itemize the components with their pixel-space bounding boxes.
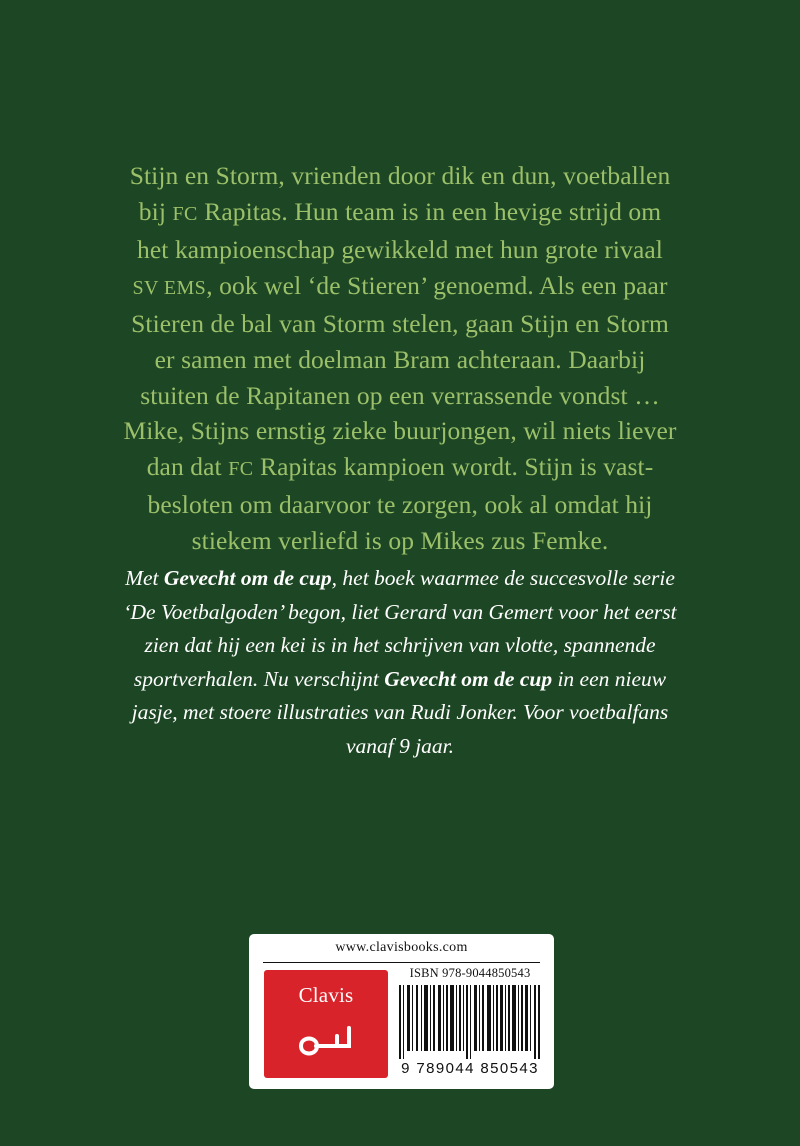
- note-text-before: Met: [125, 566, 164, 590]
- blurb-line: er samen met doelman Bram achteraan. Daarbij: [154, 344, 646, 374]
- note-text-middle: , het boek waarmee de succesvolle serie ‘De Voetbalgoden’ begon, liet Gerard van Gemert voor het eerst zien dat hij een kei is in het schrijven van vlotte, spannende sportverhalen. Nu verschijnt: [123, 566, 677, 691]
- blurb-line: bij FC Rapitas. Hun team is in een hevige strijd om: [138, 196, 662, 226]
- blurb-line: besloten om daarvoor te zorgen, ook al omdat hij: [147, 490, 653, 520]
- barcode-area: [397, 966, 543, 1081]
- note-book-title: Gevecht om de cup: [384, 666, 553, 691]
- clavis-publisher-logo: [264, 970, 388, 1078]
- note-text-after: in een nieuw jasje, met stoere illustraties van Rudi Jonker. Voor voetbalfans vanaf 9 jaar.: [131, 666, 669, 758]
- blurb-smallcaps: FC: [228, 457, 254, 480]
- blurb-line: het kampioenschap gewikkeld met hun grote rivaal: [137, 235, 663, 265]
- blurb-line: stiekem verliefd is op Mikes zus Femke.: [191, 525, 609, 555]
- blurb-smallcaps: SV EMS: [132, 276, 207, 299]
- blurb-line: Stijn en Storm, vrienden door dik en dun, voetballen: [129, 161, 671, 190]
- publisher-website[interactable]: www.clavisbooks.com: [335, 940, 468, 955]
- blurb-line: stuiten de Rapitanen op een verrassende vondst …: [140, 380, 660, 410]
- isbn-barcode-block: [249, 934, 554, 1089]
- note-book-title: Gevecht om de cup: [163, 566, 332, 590]
- clavis-logo-text: Clavis: [298, 983, 354, 1007]
- barcode-number: 9 789044 850543: [401, 1060, 539, 1077]
- blurb-text: [118, 158, 682, 559]
- divider: [263, 962, 540, 963]
- blurb-line: Stieren de bal van Storm stelen, gaan Stijn en Storm: [131, 309, 669, 339]
- series-note: [118, 562, 682, 763]
- blurb-line: Mike, Stijns ernstig zieke buurjongen, wil niets liever: [123, 416, 677, 446]
- blurb-line: dan dat FC Rapitas kampioen wordt. Stijn is vast-: [146, 451, 654, 481]
- barcode-icon: [399, 985, 541, 1059]
- blurb-smallcaps: FC: [172, 202, 198, 225]
- isbn-number-label: ISBN 978-9044850543: [409, 966, 531, 980]
- blurb-line: SV EMS, ook wel ‘de Stieren’ genoemd. Als een paar: [132, 270, 668, 300]
- key-icon: [297, 1016, 355, 1064]
